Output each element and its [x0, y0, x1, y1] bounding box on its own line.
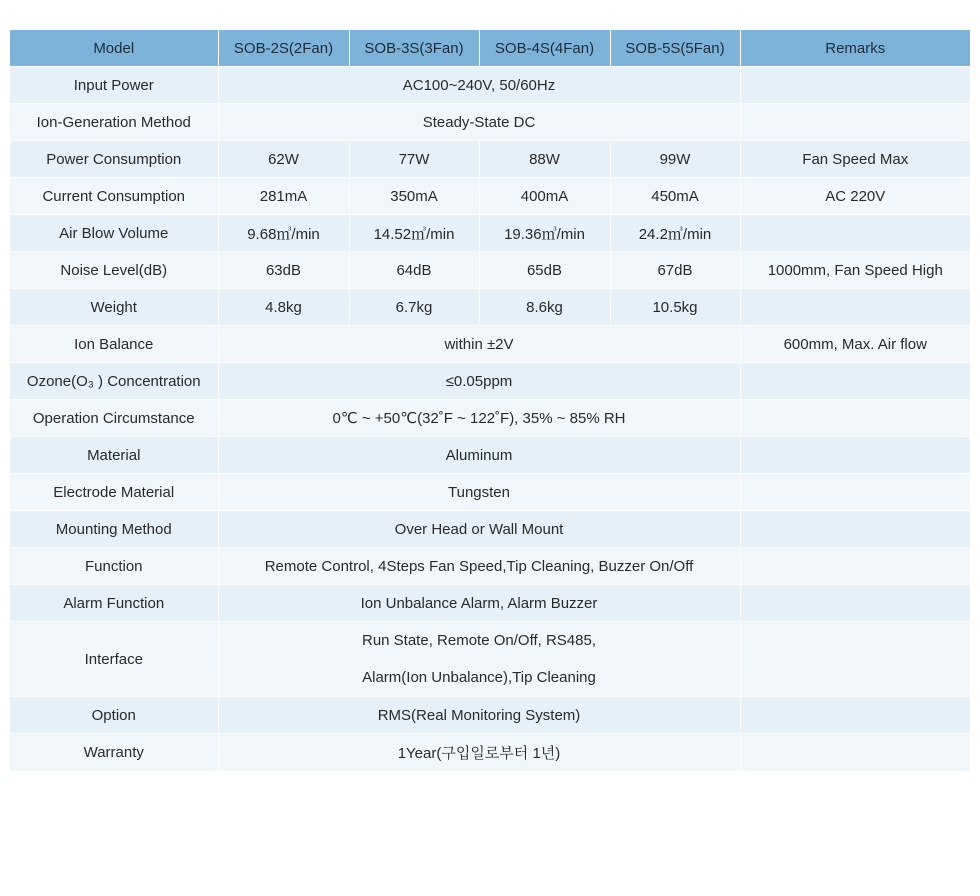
row-remark: [740, 104, 970, 141]
row-value: 1Year(구입일로부터 1년): [218, 734, 740, 771]
header-row: [10, 30, 970, 67]
row-remark: [740, 511, 970, 548]
cell-sob-3s: 6.7kg: [349, 289, 479, 326]
row-value: [218, 622, 740, 697]
cell-sob-5s: 99W: [610, 141, 740, 178]
cell-sob-5s: 450mA: [610, 178, 740, 215]
row-mounting-method: [10, 511, 970, 548]
row-label: Air Blow Volume: [10, 215, 218, 252]
row-material: [10, 437, 970, 474]
row-remark: [740, 734, 970, 771]
row-interface: [10, 622, 970, 697]
row-remark: AC 220V: [740, 178, 970, 215]
row-value: Steady-State DC: [218, 104, 740, 141]
row-function: [10, 548, 970, 585]
cell-sob-4s: 65dB: [479, 252, 610, 289]
row-remark: [740, 474, 970, 511]
row-label: Operation Circumstance: [10, 400, 218, 437]
header-model: Model: [10, 30, 218, 67]
row-value: Over Head or Wall Mount: [218, 511, 740, 548]
row-remark: [740, 400, 970, 437]
row-remark: [740, 622, 970, 697]
row-weight: [10, 289, 970, 326]
row-label: Input Power: [10, 67, 218, 104]
header-sob-2s: SOB-2S(2Fan): [218, 30, 349, 67]
cell-sob-2s: 62W: [218, 141, 349, 178]
row-value: 0℃ ~ +50℃(32˚F ~ 122˚F), 35% ~ 85% RH: [218, 400, 740, 437]
cell-sob-5s: 67dB: [610, 252, 740, 289]
row-electrode-material: [10, 474, 970, 511]
row-remark: [740, 215, 970, 252]
interface-line-2: Alarm(Ion Unbalance),Tip Cleaning: [362, 669, 596, 686]
row-value: within ±2V: [218, 326, 740, 363]
row-value: ≤0.05ppm: [218, 363, 740, 400]
row-operation-circumstance: [10, 400, 970, 437]
row-value: AC100~240V, 50/60Hz: [218, 67, 740, 104]
spec-table: [10, 30, 970, 771]
row-label: Electrode Material: [10, 474, 218, 511]
cell-sob-2s: 4.8kg: [218, 289, 349, 326]
row-value: Tungsten: [218, 474, 740, 511]
row-value: Ion Unbalance Alarm, Alarm Buzzer: [218, 585, 740, 622]
row-label: Warranty: [10, 734, 218, 771]
row-remark: [740, 289, 970, 326]
row-alarm-function: [10, 585, 970, 622]
row-label: Ozone(O₃ ) Concentration: [10, 363, 218, 400]
header-sob-4s: SOB-4S(4Fan): [479, 30, 610, 67]
cell-sob-3s: 64dB: [349, 252, 479, 289]
row-remark: [740, 437, 970, 474]
cell-sob-4s: 19.36㎥/min: [479, 215, 610, 252]
cell-sob-2s: 63dB: [218, 252, 349, 289]
row-label: Weight: [10, 289, 218, 326]
cell-sob-5s: 10.5kg: [610, 289, 740, 326]
row-air-blow-volume: [10, 215, 970, 252]
cell-sob-3s: 77W: [349, 141, 479, 178]
cell-sob-3s: 14.52㎥/min: [349, 215, 479, 252]
row-remark: Fan Speed Max: [740, 141, 970, 178]
cell-sob-2s: 9.68㎥/min: [218, 215, 349, 252]
row-value: RMS(Real Monitoring System): [218, 697, 740, 734]
row-label: Noise Level(dB): [10, 252, 218, 289]
row-label: Alarm Function: [10, 585, 218, 622]
row-label: Option: [10, 697, 218, 734]
row-label: Current Consumption: [10, 178, 218, 215]
row-label: Ion Balance: [10, 326, 218, 363]
cell-sob-4s: 400mA: [479, 178, 610, 215]
cell-sob-3s: 350mA: [349, 178, 479, 215]
row-label: Function: [10, 548, 218, 585]
header-sob-3s: SOB-3S(3Fan): [349, 30, 479, 67]
header-sob-5s: SOB-5S(5Fan): [610, 30, 740, 67]
interface-line-1: Run State, Remote On/Off, RS485,: [361, 632, 596, 649]
cell-sob-2s: 281mA: [218, 178, 349, 215]
row-noise-level: [10, 252, 970, 289]
cell-sob-4s: 8.6kg: [479, 289, 610, 326]
row-remark: 1000mm, Fan Speed High: [740, 252, 970, 289]
row-remark: [740, 67, 970, 104]
row-ion-balance: [10, 326, 970, 363]
row-label: Power Consumption: [10, 141, 218, 178]
row-value: Aluminum: [218, 437, 740, 474]
row-current-consumption: [10, 178, 970, 215]
row-input-power: [10, 67, 970, 104]
row-warranty: [10, 734, 970, 771]
cell-sob-4s: 88W: [479, 141, 610, 178]
row-remark: [740, 363, 970, 400]
row-label: Material: [10, 437, 218, 474]
row-remark: [740, 585, 970, 622]
row-label: Ion-Generation Method: [10, 104, 218, 141]
row-power-consumption: [10, 141, 970, 178]
row-remark: [740, 548, 970, 585]
cell-sob-5s: 24.2㎥/min: [610, 215, 740, 252]
row-label: Interface: [10, 622, 218, 697]
row-value: Remote Control, 4Steps Fan Speed,Tip Cleaning, Buzzer On/Off: [218, 548, 740, 585]
row-remark: 600mm, Max. Air flow: [740, 326, 970, 363]
row-ozone: [10, 363, 970, 400]
header-remarks: Remarks: [740, 30, 970, 67]
row-label: Mounting Method: [10, 511, 218, 548]
row-option: [10, 697, 970, 734]
row-remark: [740, 697, 970, 734]
row-ion-generation: [10, 104, 970, 141]
